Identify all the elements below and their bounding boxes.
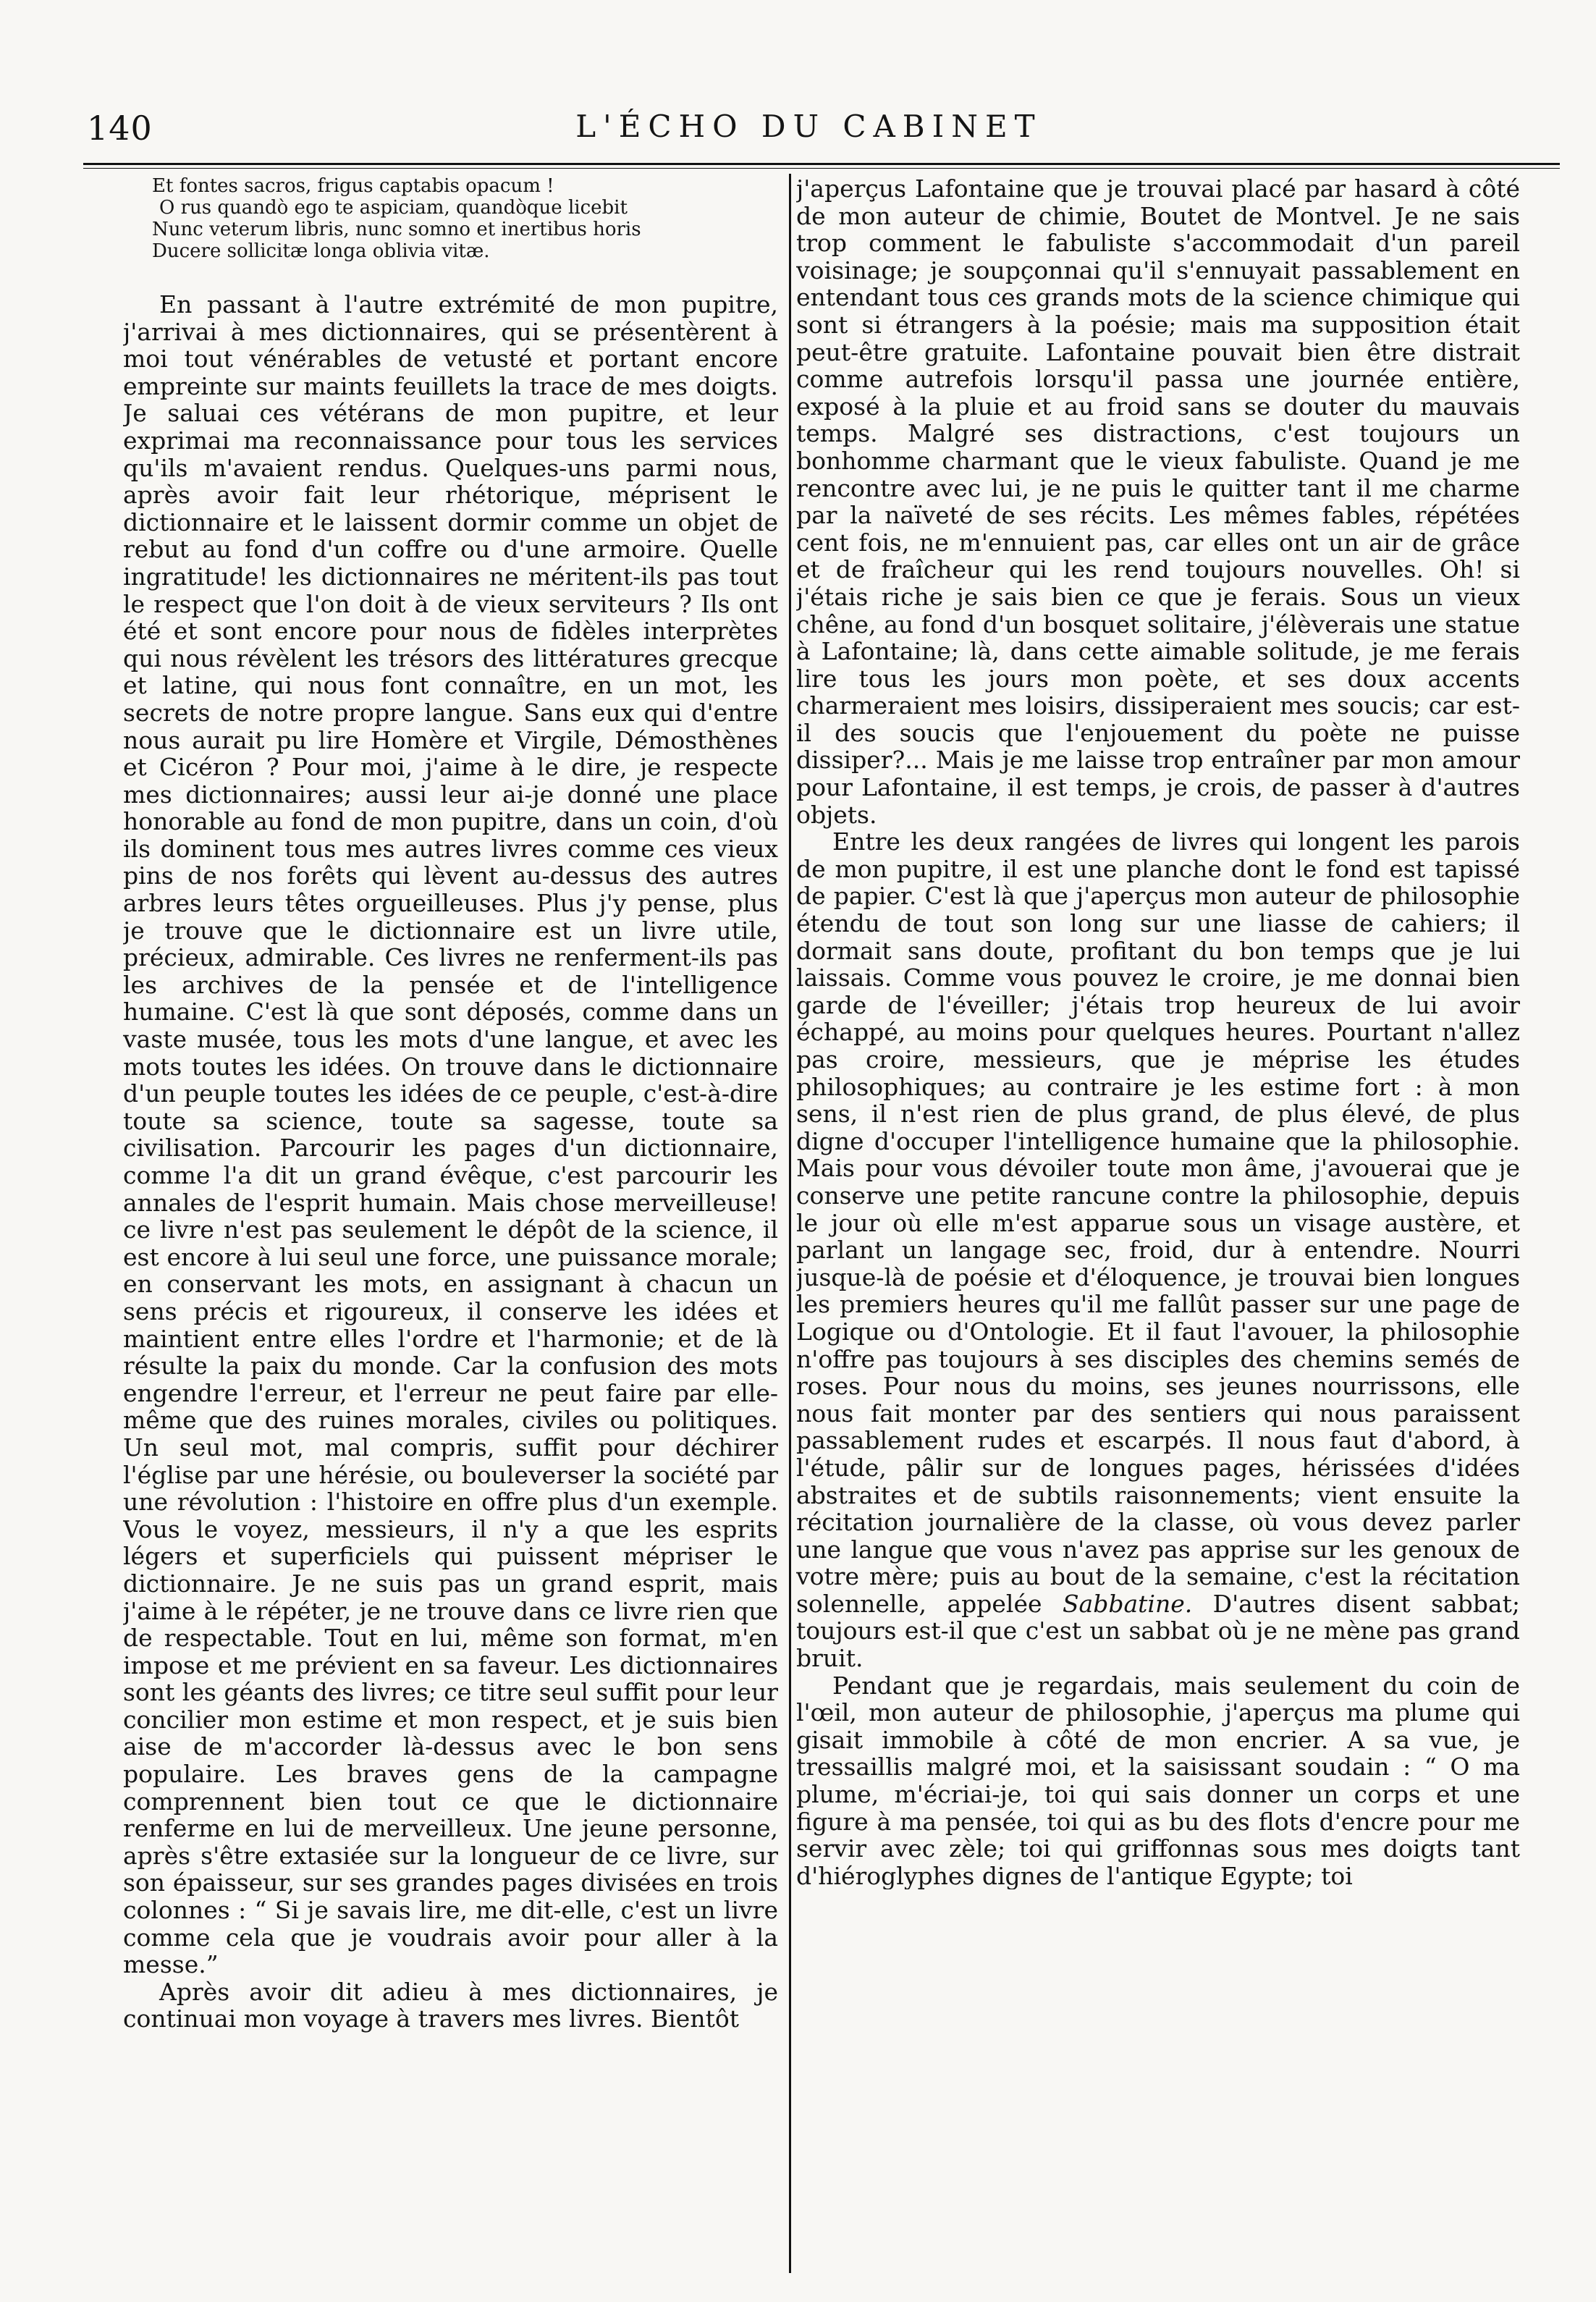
paragraph-philosophy-end: D'autres disent sabbat; toujours est-il que c'est un sabbat où je ne mène pas grand bruit. (796, 1589, 1520, 1673)
left-column (123, 175, 778, 2033)
header-rule (83, 163, 1560, 169)
sabbatine-term: Sabbatine. (1062, 1589, 1193, 1618)
page-number: 140 (87, 109, 153, 148)
paragraph-lafontaine: j'aperçus Lafontaine que je trouvai placé par hasard à côté de mon auteur de chimie, Boutet de Montvel. Je ne sais trop comment le fabuliste s'accommodait d'un pareil voisinage; je soupçonnai qu'il s'ennuyait passablement en entendant tous ces grands mots de la science chimique qui sont si étrangers à la poésie; mais ma supposition était peut-être gratuite. Lafontaine pouvait bien être distrait comme autrefois lorsqu'il passa une journée entière, exposé à la pluie et au froid sans se douter du mauvais temps. Malgré ses distractions, c'est toujours un bonhomme charmant que le vieux fabuliste. Quand je me rencontre avec lui, je ne puis le quitter tant il me charme par la naïveté de ses récits. Les mêmes fables, répétées cent fois, ne m'ennuient pas, car elles ont un air de grâce et de fraîcheur qui les rend toujours nouvelles. Oh! si j'étais riche je sais bien ce que je ferais. Sous un vieux chêne, au fond d'un bosquet solitaire, j'élèverais une statue à Lafontaine; là, dans cette aimable solitude, je me ferais lire tous les jours mon poète, et ses doux accents charmeraient mes loisirs, dissiperaient mes soucis; car est-il des soucis que l'enjouement du poète ne puisse dissiper?... Mais je me laisse trop entraîner par mon amour pour Lafontaine, il est temps, je crois, de passer à d'autres objets. (796, 175, 1520, 829)
paragraph-philosophy-text: Entre les deux rangées de livres qui longent les parois de mon pupitre, il est une planche dont le fond est tapissé de papier. C'est là que j'aperçus mon auteur de philosophie étendu de tout son long sur une liasse de cahiers; il dormait sans doute, profitant du bon temps que je lui laissais. Comme vous pouvez le croire, je me donnai bien garde de l'éveiller; j'étais trop heureux de lui avoir échappé, au moins pour quelques heures. Pourtant n'allez pas croire, messieurs, que je méprise les études philosophiques; au contraire je les estime fort : à mon sens, il n'est rien de plus grand, de plus élevé, de plus digne d'occuper l'intelligence humaine que la philosophie. Mais pour vous dévoiler toute mon âme, j'avouerai que je conserve une petite rancune contre la philosophie, depuis le jour où elle m'est apparue sous un visage austère, et parlant un langage sec, froid, dur à entendre. Nourri jusque-là de poésie et d'éloquence, je trouvai bien longues les premiers heures qu'il me fallût passer sur une page de Logique ou d'Ontologie. Et il faut l'avouer, la philosophie n'offre pas toujours à ses disciples des chemins semés de roses. Pour nous du moins, ses jeunes nourrissons, elle nous fait monter par des sentiers qui nous paraissent passablement rudes et escarpés. Il nous faut d'abord, à l'étude, pâlir sur de longues pages, hérissées d'idées abstraites et de subtils raisonnements; vient ensuite la récitation journalière de la classe, où vous devez parler une langue que vous n'avez pas apprise sur les genoux de votre mère; puis au bout de la semaine, c'est la récitation solennelle, appelée (796, 827, 1520, 1618)
verse-line: Et fontes sacros, frigus captabis opacum ! (152, 175, 554, 197)
paragraph-farewell: Après avoir dit adieu à mes dictionnaires, je continuai mon voyage à travers mes livres. Bientôt (123, 1977, 778, 2033)
right-column (796, 175, 1520, 1889)
running-title: L'ÉCHO DU CABINET (575, 109, 1042, 144)
verse-line: Ducere sollicitæ longa oblivia vitæ. (152, 240, 490, 262)
paragraph-pen: Pendant que je regardais, mais seulement du coin de l'œil, mon auteur de philosophie, j'aperçus ma plume qui gisait immobile à côté de mon encrier. A sa vue, je tressaillis malgré moi, et la saisissant soudain : “ O ma plume, m'écriai-je, toi qui sais donner un corps et une figure à ma pensée, toi qui as bu des flots d'encre pour me servir avec zèle; toi qui griffonnas sous mes doigts tant d'hiéroglyphes dignes de l'antique Egypte; toi (796, 1671, 1520, 1890)
paragraph-dictionaries: En passant à l'autre extrémité de mon pupitre, j'arrivai à mes dictionnaires, qui se présentèrent à moi tout vénérables de vetusté et portant encore empreinte sur maints feuillets la trace de mes doigts. Je saluai ces vétérans de mon pupitre, et leur exprimai ma reconnaissance pour tous les services qu'ils m'avaient rendus. Quelques-uns parmi nous, après avoir fait leur rhétorique, méprisent le dictionnaire et le laissent dormir comme un objet de rebut au fond d'un coffre ou d'une armoire. Quelle ingratitude! les dictionnaires ne méritent-ils pas tout le respect que l'on doit à de vieux serviteurs ? Ils ont été et sont encore pour nous de fidèles interprètes qui nous révèlent les trésors des littératures grecque et latine, qui nous font connaître, en un mot, les secrets de notre propre langue. Sans eux qui d'entre nous aurait pu lire Homère et Virgile, Démosthènes et Cicéron ? Pour moi, j'aime à le dire, je respecte mes dictionnaires; aussi leur ai-je donné une place honorable au fond de mon pupitre, dans un coin, d'où ils dominent tous mes autres livres comme ces vieux pins de nos forêts qui lèvent au-dessus des autres arbres leurs têtes orgueilleuses. Plus j'y pense, plus je trouve que le dictionnaire est un livre utile, précieux, admirable. Ces livres ne renferment-ils pas les archives de la pensée et de l'intelligence humaine. C'est là que sont déposés, comme dans un vaste musée, tous les mots d'une langue, et avec les mots toutes les idées. On trouve dans le dictionnaire d'un peuple toutes les idées de ce peuple, c'est-à-dire toute sa science, toute sa sagesse, toute sa civilisation. Parcourir les pages d'un dictionnaire, comme l'a dit un grand évêque, c'est parcourir les annales de l'esprit humain. Mais chose merveilleuse! ce livre n'est pas seulement le dépôt de la science, il est encore à lui seul une force, une puissance morale; en conservant les mots, en assignant à chacun un sens précis et rigoureux, il conserve les idées et maintient entre elles l'ordre et l'harmonie; et de là résulte la paix du monde. Car la confusion des mots engendre l'erreur, et l'erreur ne peut faire par elle-même que des ruines morales, civiles ou politiques. Un seul mot, mal compris, suffit pour déchirer l'église par une hérésie, ou bouleverser la société par une révolution : l'histoire en offre plus d'un exemple. Vous le voyez, messieurs, il n'y a que les esprits légers et superficiels qui puissent mépriser le dictionnaire. Je ne suis pas un grand esprit, mais j'aime à le répéter, je ne trouve dans ce livre rien que de respectable. Tout en lui, même son format, m'en impose et me prévient en sa faveur. Les dictionnaires sont les géants des livres; ce titre seul suffit pour leur concilier mon estime et mon respect, et je suis bien aise de m'accorder là-dessus avec le bon sens populaire. Les braves gens de la campagne comprennent bien tout ce que le dictionnaire renferme en lui de merveilleux. Une jeune personne, après s'être extasiée sur la longueur de ce livre, sur son épaisseur, sur ses grandes pages divisées en trois colonnes : “ Si je savais lire, me dit-elle, c'est un livre comme cela que je voudrais avoir pour aller à la messe.” (123, 290, 778, 1979)
latin-verse (152, 175, 778, 262)
page-header (87, 109, 1531, 152)
verse-line: Nunc veterum libris, nunc somno et inertibus horis (152, 219, 641, 240)
paragraph-philosophy (796, 828, 1520, 1671)
column-divider (789, 174, 791, 2273)
verse-line: O rus quandò ego te aspiciam, quandòque licebit (159, 197, 628, 219)
